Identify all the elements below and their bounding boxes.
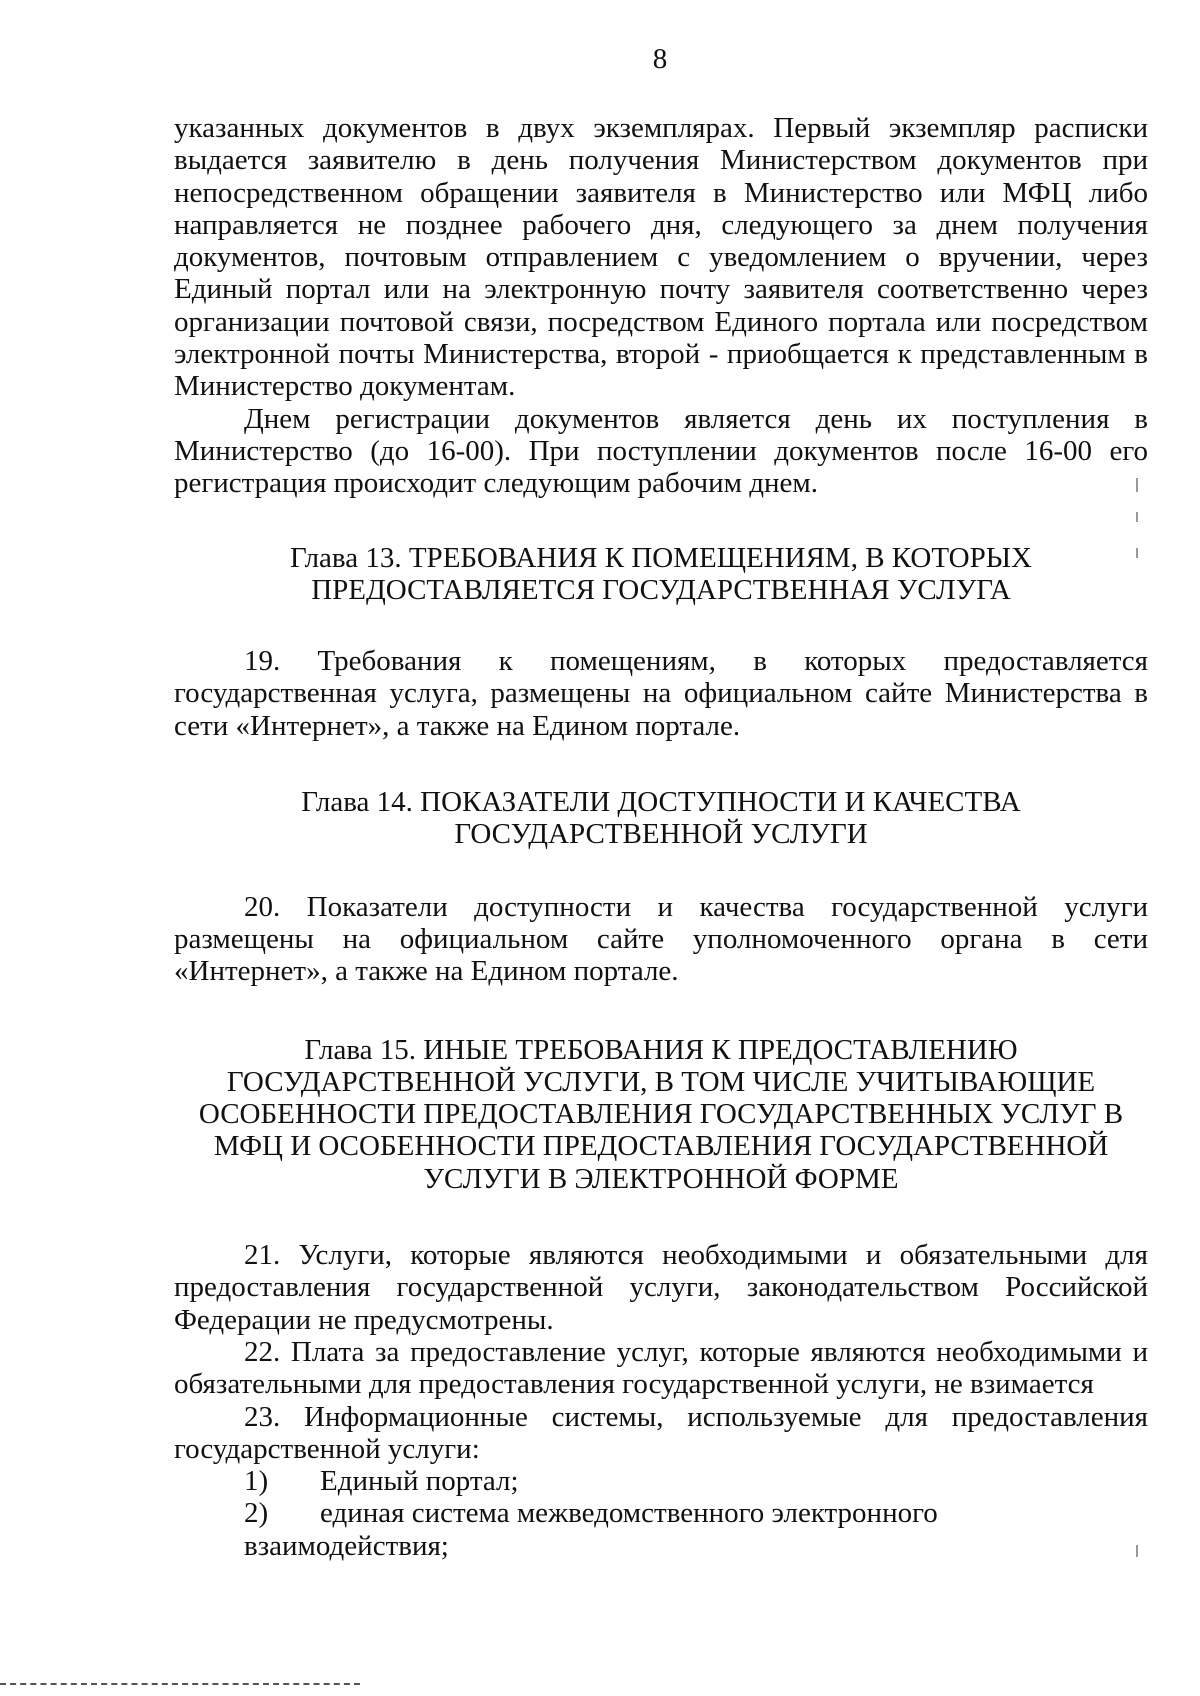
chapter-15-heading-line-2: ГОСУДАРСТВЕННОЙ УСЛУГИ, В ТОМ ЧИСЛЕ УЧИТЫВАЮЩИЕ [226, 1065, 1096, 1098]
list-item-text: единая система межведомственного электронного взаимодействия; [244, 1497, 938, 1562]
list-item-number: 2) [244, 1497, 269, 1530]
scan-margin-mark [1136, 1545, 1138, 1557]
chapter-15-heading [174, 1034, 1148, 1195]
paragraph-registration-day: Днем регистрации документов является день их поступления в Министерство (до 16-00). При поступлении документов после 16-00 его регистрация происходит следующим рабочим днем. [174, 402, 1148, 500]
paragraph-19: 19. Требования к помещениям, в которых предоставляется государственная услуга, размещены на официальном сайте Министерства в сети «Интернет», а также на Едином портале. [174, 645, 1148, 742]
footer-rule [0, 1683, 360, 1685]
page-body [174, 112, 1148, 1562]
paragraph-22: 22. Плата за предоставление услуг, которые являются необходимыми и обязательными для предоставления государственной услуги, не взимается [174, 1335, 1148, 1401]
chapter-15-heading-line-4: МФЦ И ОСОБЕННОСТИ ПРЕДОСТАВЛЕНИЯ ГОСУДАРСТВЕННОЙ [213, 1130, 1109, 1163]
paragraph-20: 20. Показатели доступности и качества государственной услуги размещены на официальном сайте уполномоченного органа в сети «Интернет», а также на Едином портале. [174, 890, 1148, 988]
paragraph-21: 21. Услуги, которые являются необходимыми и обязательными для предоставления государственной услуги, законодательством Российской Федерации не предусмотрены. [174, 1239, 1148, 1336]
scan-margin-mark [1136, 512, 1138, 522]
chapter-15-heading-line-3: ОСОБЕННОСТИ ПРЕДОСТАВЛЕНИЯ ГОСУДАРСТВЕННЫХ УСЛУГ В [198, 1098, 1124, 1131]
chapter-14-heading-line-2: ГОСУДАРСТВЕННОЙ УСЛУГИ [454, 818, 868, 851]
chapter-13-heading [174, 542, 1148, 607]
chapter-15-heading-line-1: Глава 15. ИНЫЕ ТРЕБОВАНИЯ К ПРЕДОСТАВЛЕНИЮ [304, 1033, 1018, 1066]
chapter-14-heading [174, 786, 1148, 851]
paragraph-receipt: указанных документов в двух экземплярах. Первый экземпляр расписки выдается заявителю в день получения Министерством документов при непосредственном обращении заявителя в Министерство или МФЦ либо направляется не позднее рабочего дня, следующего за днем получения документов, почтовым отправлением с уведомлением о вручении, через Единый портал или на электронную почту заявителя соответственно через организации почтовой связи, посредством Единого портала или посредством электронной почты Министерства, второй - приобщается к представленным в Министерство документам. [174, 112, 1148, 403]
page-number: 8 [652, 43, 668, 75]
list-item-number: 1) [244, 1465, 269, 1498]
list-item-text: Единый портал; [320, 1465, 519, 1498]
list-item [174, 1497, 1148, 1562]
chapter-13-heading-line-1: Глава 13. ТРЕБОВАНИЯ К ПОМЕЩЕНИЯМ, В КОТОРЫХ [289, 541, 1032, 574]
scan-margin-mark [1136, 478, 1138, 492]
list-item [174, 1465, 1148, 1497]
chapter-13-heading-line-2: ПРЕДОСТАВЛЯЕТСЯ ГОСУДАРСТВЕННАЯ УСЛУГА [311, 573, 1011, 606]
scan-margin-mark [1136, 548, 1138, 558]
chapter-15-heading-line-5: УСЛУГИ В ЭЛЕКТРОННОЙ ФОРМЕ [423, 1162, 899, 1195]
chapter-14-heading-line-1: Глава 14. ПОКАЗАТЕЛИ ДОСТУПНОСТИ И КАЧЕСТВА [301, 786, 1021, 819]
paragraph-23: 23. Информационные системы, используемые для предоставления государственной услуги: [174, 1400, 1148, 1465]
